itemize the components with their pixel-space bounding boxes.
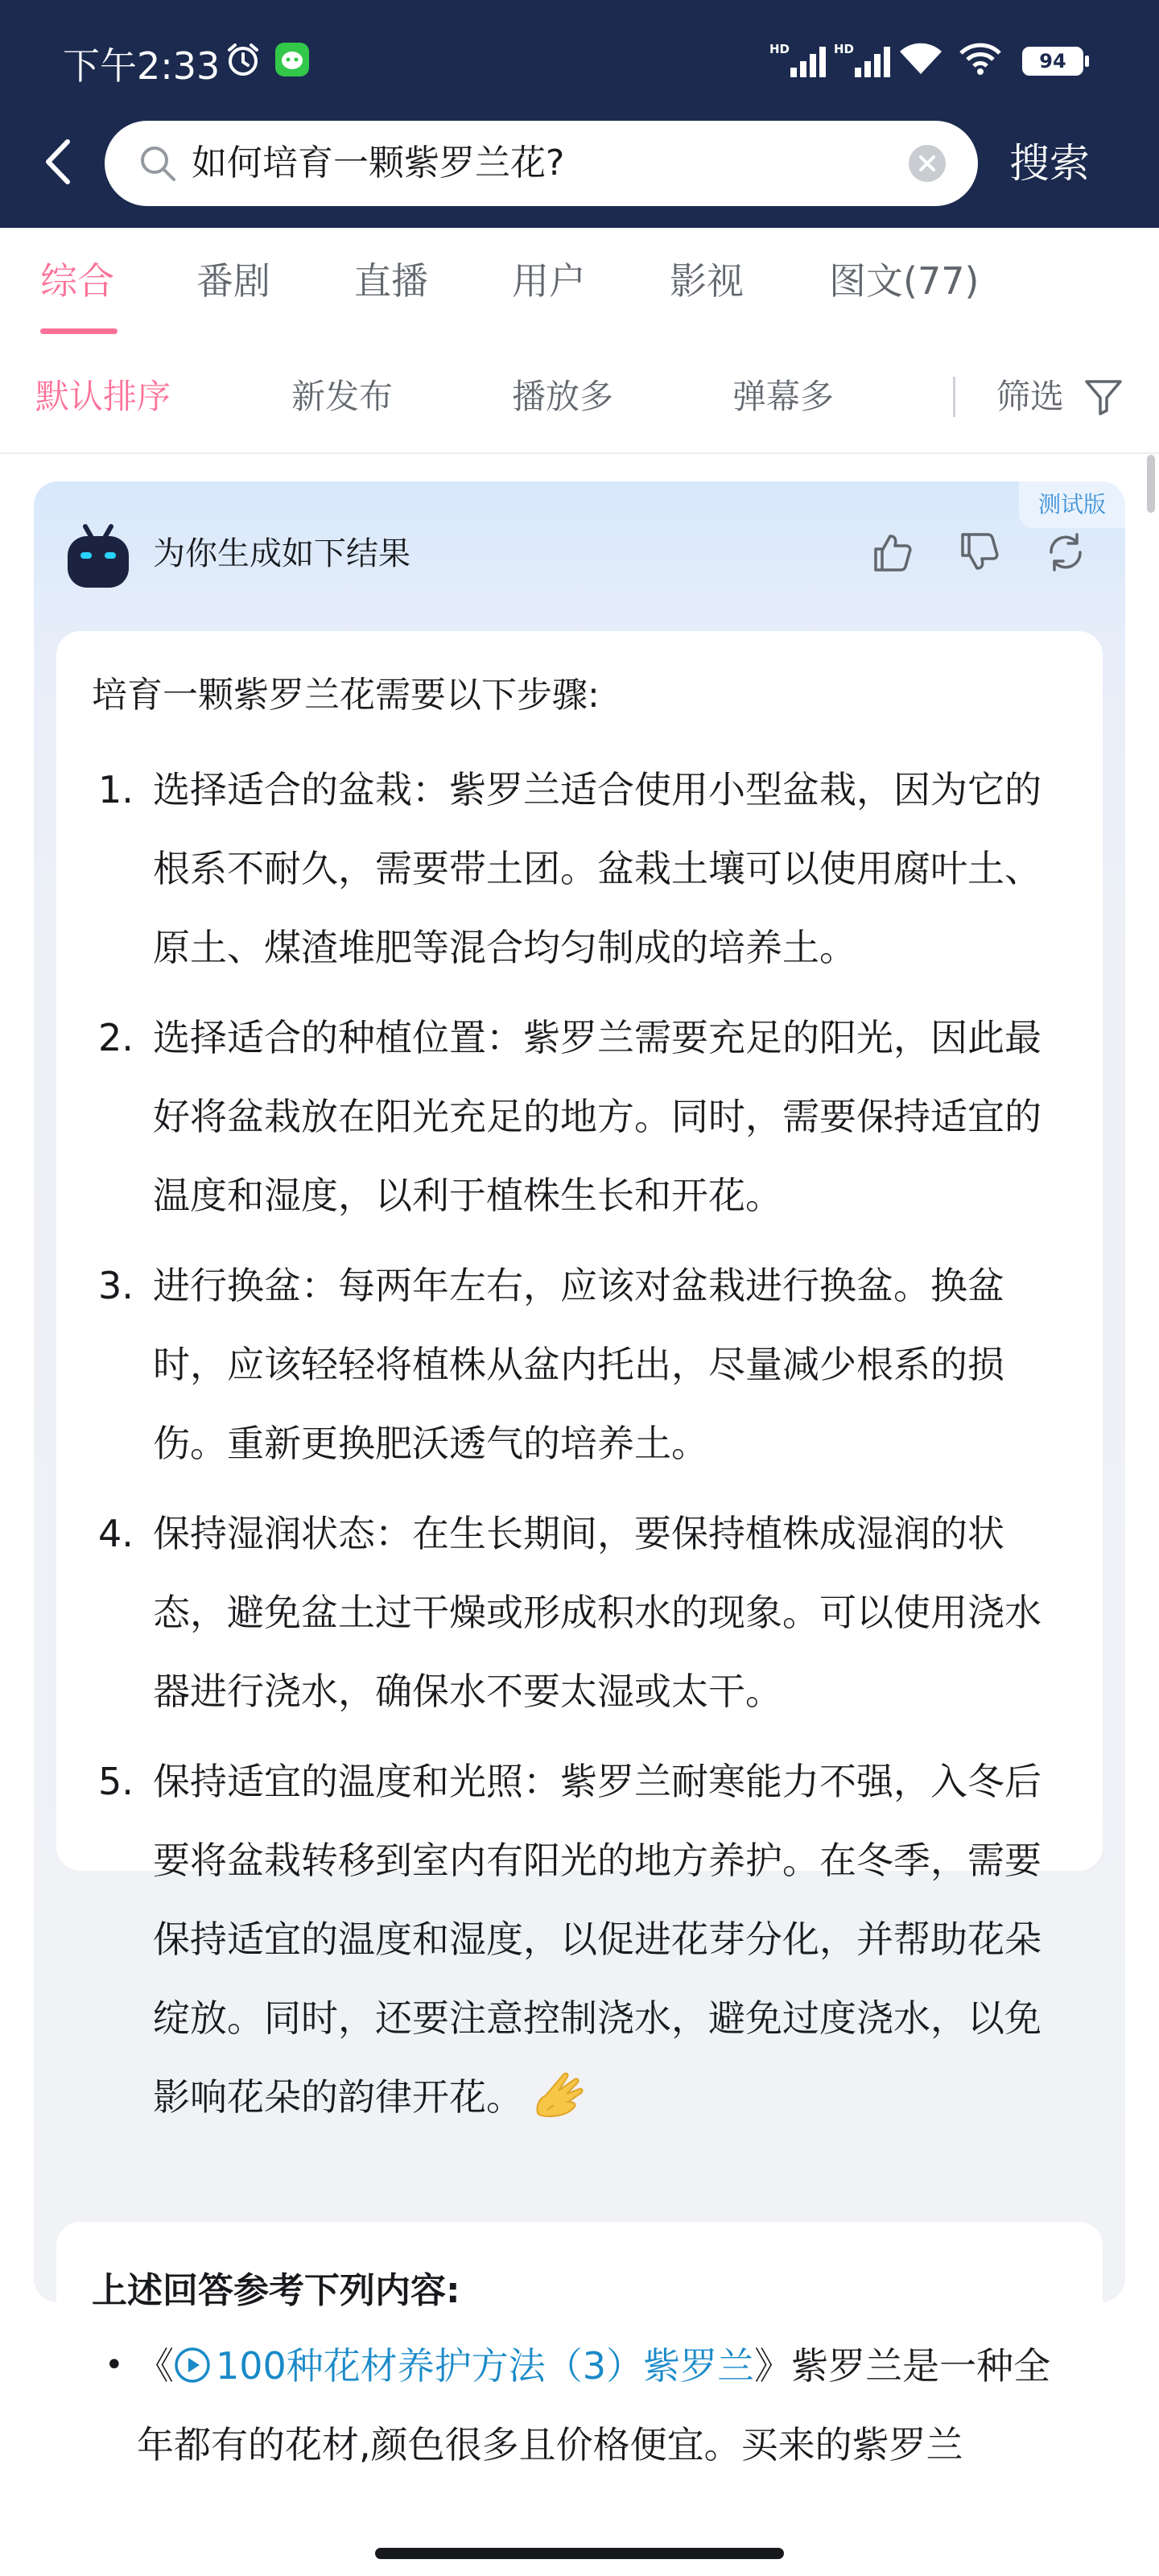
list-bullet: •: [105, 2347, 124, 2384]
sort-divider: [953, 377, 955, 417]
clear-icon[interactable]: [908, 144, 947, 183]
step-number: 4.: [98, 1512, 134, 1555]
home-indicator[interactable]: [375, 2548, 784, 2559]
reference-link-text: 100种花材养护方法（3）紫罗兰: [216, 2344, 755, 2388]
reference-snippet: 紫罗兰是一种全年都有的花材,颜色很多且价格便宜。买来的紫罗兰: [137, 2344, 1051, 2467]
scrollbar[interactable]: [1147, 455, 1155, 513]
step-text: 保持适宜的温度和光照：紫罗兰耐寒能力不强，入冬后要将盆栽转移到室内有阳光的地方养护。在冬季，需要保持适宜的温度和湿度，以促进花芽分化，并帮助花朵绽放。同时，还要注意控制浇水，避免过度浇水，以免影响花朵的韵律开花。: [153, 1760, 1041, 2119]
robot-icon: [63, 520, 134, 591]
references-title: 上述回答参考下列内容:: [92, 2270, 460, 2311]
search-input[interactable]: [105, 121, 978, 206]
step-number: 2.: [98, 1016, 134, 1059]
close-quote: 》: [754, 2344, 792, 2388]
top-header: [0, 0, 1159, 228]
alarm-icon: [224, 40, 262, 79]
sort-most-played[interactable]: 播放多: [512, 377, 614, 416]
search-query: 如何培育一颗紫罗兰花?: [192, 142, 565, 184]
category-tabs: [0, 228, 1159, 336]
signal-icon: [790, 43, 835, 77]
raised-hand-emoji: [531, 2067, 586, 2119]
step-text: 保持湿润状态：在生长期间，要保持植株成湿润的状态，避免盆土过干燥或形成积水的现象。可以使用浇水器进行浇水，确保水不要太湿或太干。: [153, 1512, 1041, 1713]
tab-articles[interactable]: 图文(77): [829, 259, 980, 303]
tab-movies[interactable]: 影视: [670, 259, 744, 303]
battery-level: 94: [1039, 50, 1066, 72]
back-icon[interactable]: [39, 134, 79, 190]
thumbs-up-icon[interactable]: [868, 528, 916, 576]
status-time: 下午2:33: [63, 44, 221, 88]
step-text: 选择适合的盆栽：紫罗兰适合使用小型盆栽，因为它的根系不耐久，需要带土团。盆栽土壤可以使用腐叶土、原土、煤渣堆肥等混合均匀制成的培养土。: [153, 768, 1041, 969]
play-circle-icon: [174, 2331, 211, 2368]
open-quote: 《: [137, 2344, 174, 2388]
reference-item: [137, 2326, 1087, 2484]
signal-icon-2: [855, 43, 900, 77]
search-icon: [137, 142, 179, 184]
step-text: 进行换盆：每两年左右，应该对盆栽进行换盆。换盆时，应该轻轻将植株从盆内托出，尽量减少根系的损伤。重新更换肥沃透气的培养土。: [153, 1264, 1004, 1465]
app-notify-icon: [275, 43, 309, 76]
filter-button[interactable]: 筛选: [996, 377, 1065, 416]
beta-badge: 测试版: [1019, 481, 1125, 528]
answer-panel: [56, 631, 1103, 2119]
step-number: 3.: [98, 1264, 134, 1307]
tab-all[interactable]: 综合: [40, 259, 114, 303]
step-number: 5.: [98, 1760, 134, 1803]
refresh-icon[interactable]: [1041, 528, 1090, 576]
answer-intro: 培育一颗紫罗兰花需要以下步骤:: [92, 675, 600, 716]
reference-link[interactable]: [174, 2344, 754, 2388]
tab-users[interactable]: 用户: [512, 259, 586, 303]
tab-anime[interactable]: 番剧: [196, 259, 270, 303]
tab-live[interactable]: 直播: [354, 259, 428, 303]
filter-icon[interactable]: [1083, 378, 1124, 415]
active-tab-indicator: [40, 328, 118, 334]
sort-default[interactable]: 默认排序: [35, 377, 171, 416]
sort-most-danmaku[interactable]: 弹幕多: [732, 377, 835, 416]
step-number: 1.: [98, 768, 134, 811]
hd-label-2: HD: [834, 42, 855, 56]
wifi-icon-2: [958, 40, 1003, 76]
hd-label: HD: [769, 42, 790, 56]
sort-newest[interactable]: 新发布: [291, 377, 394, 416]
search-button[interactable]: 搜索: [1009, 140, 1090, 187]
references-panel: [56, 2222, 1103, 2467]
ai-card-title: 为你生成如下结果: [153, 535, 410, 572]
thumbs-down-icon[interactable]: [955, 528, 1003, 576]
sort-bar: [0, 336, 1159, 454]
step-text-last: [153, 1742, 1070, 2136]
wifi-icon: [898, 40, 943, 76]
ai-answer-card: [34, 481, 1125, 2467]
step-text: 选择适合的种植位置：紫罗兰需要充足的阳光，因此最好将盆栽放在阳光充足的地方。同时，需要保持适宜的温度和湿度，以利于植株生长和开花。: [153, 1016, 1041, 1217]
